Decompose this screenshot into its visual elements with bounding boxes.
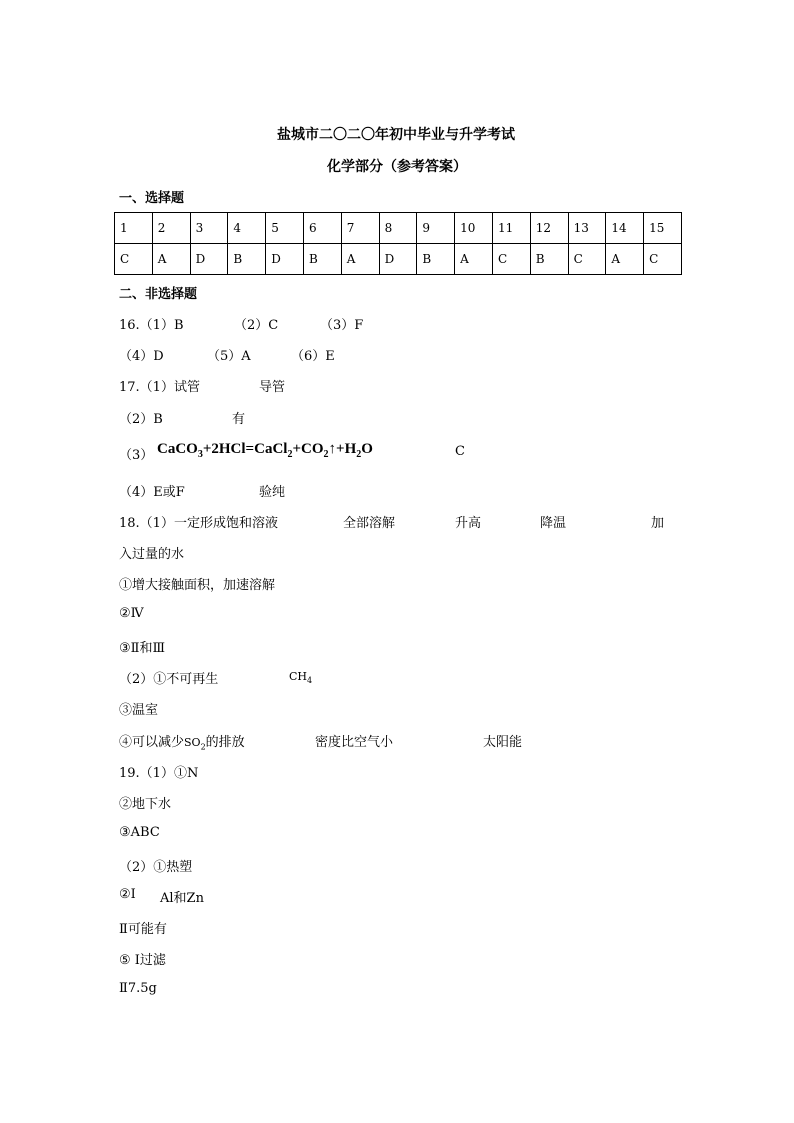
q19-line3: ③ABC	[119, 825, 160, 840]
q18-line1-e: 加	[651, 516, 665, 531]
q19-line8: Ⅱ7.5g	[119, 981, 157, 996]
table-cell: B	[228, 244, 266, 275]
q18-line1-a: 18.（1）一定形成饱和溶液	[119, 516, 278, 531]
table-cell: 8	[379, 213, 417, 244]
table-cell: 15	[644, 213, 682, 244]
table-cell: 7	[341, 213, 379, 244]
q17-line3-c: C	[455, 444, 465, 459]
q16-answer-4: （4）D	[119, 349, 164, 364]
table-cell: 14	[606, 213, 644, 244]
chemical-equation: $CaCO_3+2HCl=CaCl_2+CO_2↑+H_2O$	[157, 441, 373, 460]
table-cell: B	[417, 244, 455, 275]
q18-line1-f: 入过量的水	[119, 547, 185, 562]
q17-line4-a: （4）E或F	[119, 485, 185, 500]
q18-line1-b: 全部溶解	[343, 516, 396, 531]
section-heading-nonchoice: 二、非选择题	[119, 287, 198, 302]
table-cell: 10	[455, 213, 493, 244]
page-subtitle: 化学部分（参考答案）	[327, 159, 467, 175]
q17-line3-a: （3）	[119, 448, 154, 463]
q18-line1-d: 降温	[540, 516, 567, 531]
q17-line2-a: （2）B	[119, 412, 163, 427]
q19-line7: ⑤ I过滤	[119, 953, 166, 968]
table-cell: B	[303, 244, 341, 275]
q19-line5-a: ②I	[119, 887, 136, 902]
q19-line1: 19.（1）①N	[119, 766, 199, 781]
table-row-answers	[115, 244, 682, 275]
table-cell: A	[152, 244, 190, 275]
q16-answer-5: （5）A	[207, 349, 251, 364]
page-title: 盐城市二〇二〇年初中毕业与升学考试	[277, 127, 515, 143]
q19-line4: （2）①热塑	[119, 860, 193, 875]
table-cell: D	[190, 244, 228, 275]
q19-line5-b: Al和Zn	[160, 891, 204, 906]
q16-answer-2: （2）C	[234, 318, 279, 333]
table-cell: A	[606, 244, 644, 275]
table-cell: 2	[152, 213, 190, 244]
q18-line2: ①增大接触面积，加速溶解	[119, 578, 276, 593]
q17-line1-a: 17.（1）试管	[119, 380, 200, 395]
q16-answer-1: 16.（1）B	[119, 318, 184, 333]
table-cell: B	[530, 244, 568, 275]
table-cell: 12	[530, 213, 568, 244]
q16-answer-6: （6）E	[291, 349, 335, 364]
q17-line1-b: 导管	[259, 380, 286, 395]
q19-line6: Ⅱ可能有	[119, 922, 167, 937]
table-cell: 6	[303, 213, 341, 244]
table-cell: 13	[568, 213, 606, 244]
methane-formula: $CH_4$	[289, 670, 313, 686]
table-cell: 9	[417, 213, 455, 244]
q18-line3: ②Ⅳ	[119, 606, 144, 621]
table-cell: C	[568, 244, 606, 275]
q17-line2-b: 有	[232, 412, 246, 427]
q18-line7-a: ④可以减少$SO_2$的排放	[119, 735, 245, 752]
q18-line6: ③温室	[119, 703, 159, 718]
q18-line1-c: 升高	[455, 516, 482, 531]
answer-table	[114, 212, 682, 275]
table-cell: A	[341, 244, 379, 275]
table-cell: C	[492, 244, 530, 275]
q18-line7-e: 密度比空气小	[315, 735, 394, 750]
table-cell: 1	[115, 213, 153, 244]
q18-line4: ③Ⅱ和Ⅲ	[119, 641, 166, 656]
table-cell: D	[379, 244, 417, 275]
q18-line7-f: 太阳能	[483, 735, 523, 750]
q17-line4-b: 验纯	[259, 485, 286, 500]
table-cell: A	[455, 244, 493, 275]
table-row-numbers	[115, 213, 682, 244]
q19-line2: ②地下水	[119, 797, 172, 812]
table-cell: 4	[228, 213, 266, 244]
table-cell: D	[266, 244, 304, 275]
q16-answer-3: （3）F	[320, 318, 364, 333]
table-cell: 5	[266, 213, 304, 244]
table-cell: C	[644, 244, 682, 275]
table-cell: 11	[492, 213, 530, 244]
table-cell: 3	[190, 213, 228, 244]
q18-line5-a: （2）①不可再生	[119, 672, 219, 687]
table-cell: C	[115, 244, 153, 275]
section-heading-choice: 一、选择题	[119, 191, 185, 206]
